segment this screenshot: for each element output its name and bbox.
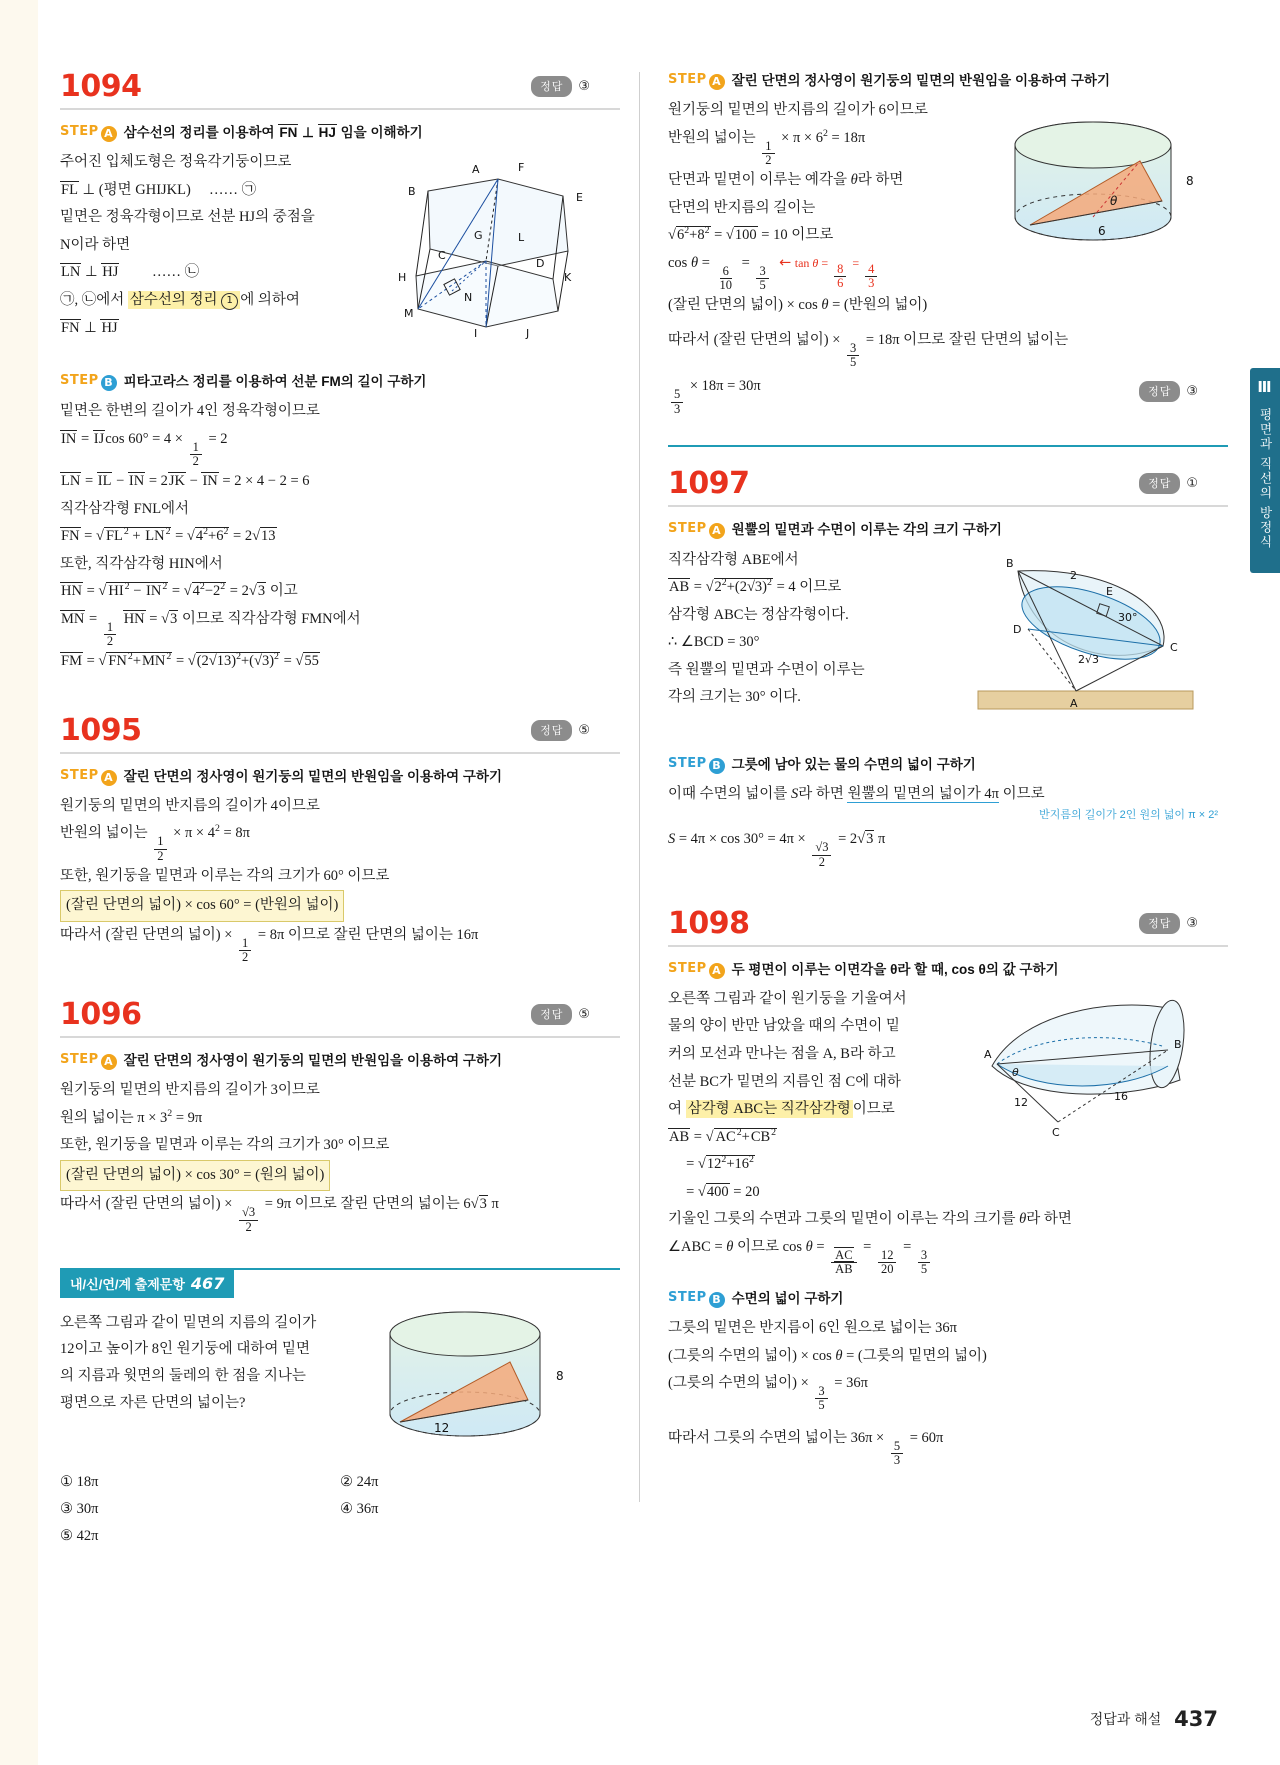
step-tag: STEP A [668, 961, 725, 979]
text-line: AB = $√2^2+(2√3)^2 = 4$ 이므로 [669, 577, 842, 596]
text-line: 단면의 반지름의 길이는 [668, 199, 816, 216]
svg-text:E: E [1106, 584, 1113, 598]
problem-1097-body [668, 547, 1228, 742]
text-line: 삼각형 ABC는 정삼각형이다. [668, 606, 849, 623]
svg-text:θ: θ [1110, 194, 1118, 209]
svg-text:D: D [1013, 622, 1022, 636]
svg-text:16: 16 [1114, 1089, 1128, 1103]
text-line: 그릇의 밑면은 반지름이 6인 원으로 넓이는 36π [668, 1320, 957, 1337]
problem-1098-step-a [668, 961, 1228, 979]
problem-1096-answer [531, 1004, 590, 1025]
problem-top-body [668, 97, 1228, 327]
answer-value: ⑤ [578, 722, 590, 738]
text-line: 따라서 (잘린 단면의 넓이) × $\frac{√3}{2}$ = 9π 이므로 잘린 단면의 넓이는 6√3 π [60, 1196, 499, 1234]
right-column [668, 72, 1228, 1467]
problem-1098-answer [1139, 913, 1198, 934]
step-badge: A [101, 126, 117, 142]
text-line: 직각삼각형 ABE에서 [668, 551, 799, 568]
text-line: FM = √ $FN^2+MN^2 = √(2√13)^2+(√3)^2 = √55$ [61, 651, 319, 670]
answer-pill-label: 정답 [531, 76, 572, 97]
naesin-body [60, 1310, 620, 1460]
page-footer [1090, 1707, 1218, 1731]
svg-text:8: 8 [1186, 174, 1194, 189]
header-rule [60, 1036, 620, 1038]
problem-1097-text [668, 547, 968, 712]
svg-text:A: A [472, 163, 480, 177]
svg-text:B: B [408, 185, 416, 199]
text-line: 이때 수면의 넓이를 S라 하면 원뿔의 밑면의 넓이가 4π 이므로 [668, 785, 1045, 802]
step-title: 잘린 단면의 정사영이 원기둥의 밑면의 반원임을 이용하여 구하기 [123, 1053, 503, 1068]
text-line: LN ⊥ HJ …… ㉡ [61, 264, 200, 281]
column-divider [639, 72, 640, 1502]
text-line: 단면과 밑면이 이루는 예각을 θ라 하면 [668, 171, 904, 188]
problem-1096-number: 1096 [60, 997, 142, 1032]
figure-cone-1097 [958, 551, 1208, 731]
figure-label-diameter: 12 [434, 1420, 450, 1435]
svg-text:E: E [576, 191, 583, 205]
text-line: 기울인 그릇의 수면과 그릇의 밑면이 이루는 각의 크기를 θ라 하면 [668, 1211, 1072, 1228]
chapter-title: 평면과 직선의 방정식 [1258, 408, 1272, 550]
text-line: LN = IL − IN = 2JK − IN = 2 × 4 − 2 = 6 [61, 473, 310, 490]
text-line: (잘린 단면의 넓이) × cos 30° = (원의 넓이) [60, 1160, 620, 1192]
problem-1094-step-a [60, 124, 620, 142]
text-line: 즉 원뿔의 밑면과 수면이 이루는 [668, 661, 865, 678]
left-margin-strip [0, 0, 39, 1765]
header-rule [60, 108, 620, 110]
choice-item[interactable]: ① 18π [60, 1473, 99, 1490]
step-title: 원뿔의 밑면과 수면이 이루는 각의 크기 구하기 [731, 522, 1002, 538]
svg-text:C: C [1170, 640, 1178, 654]
answer-value: ① [1186, 476, 1198, 492]
text-line: (잘린 단면의 넓이) × cos 60° = (반원의 넓이) [60, 890, 620, 922]
problem-1094-answer [531, 76, 590, 97]
problem-1095-step-a [60, 768, 620, 786]
svg-text:θ: θ [1012, 1065, 1019, 1079]
text-line: ㉠, ㉡에서 삼수선의 정리 1 에 의하여 [60, 291, 300, 308]
naesin-number: 467 [190, 1273, 225, 1293]
figure-hexagonal-prism [368, 161, 618, 341]
text-line: ∠ABC = θ 이므로 cos θ = $\frac{AC}{AB}$ = $\frac{12}{20}$ = $\frac{3}{5}$ [668, 1234, 1228, 1276]
svg-text:A: A [984, 1047, 992, 1061]
text-line: cos θ = $\frac{6}{10}$ = $\frac{3}{5}$ ← tan θ = $\frac{8}{6}$ = $\frac{4}{3}$ [668, 250, 998, 292]
text-line: 물의 양이 반만 남았을 때의 수면이 밑 [668, 1018, 900, 1035]
problem-1096 [60, 997, 620, 1234]
svg-text:2: 2 [1070, 568, 1077, 582]
problem-1094-number: 1094 [60, 69, 142, 104]
problem-1098 [668, 905, 1228, 1467]
figure-label-height: 8 [556, 1368, 564, 1383]
problem-1098-text [668, 986, 968, 1206]
svg-text:K: K [564, 271, 572, 285]
text-line: 원기둥의 밑면의 반지름의 길이가 3이므로 [60, 1082, 320, 1099]
step-tag: STEP B [60, 373, 117, 391]
text-line: 반원의 넓이는 $\frac{1}{2}$ × $\pi \times 4^2 = 8\pi$ [60, 823, 250, 863]
text-line: = √400 = 20 [668, 1183, 760, 1200]
text-line: 의 지름과 윗면의 둘레의 한 점을 지나는 [60, 1368, 306, 1385]
text-line: 따라서 (잘린 단면의 넓이) × $\frac{1}{2}$ = 8π 이므로 잘린 단면의 넓이는 16π [60, 926, 479, 964]
text-line: 오른쪽 그림과 같이 밑면의 지름의 길이가 [60, 1314, 317, 1331]
text-line: (그릇의 수면의 넓이) × cos θ = (그릇의 밑면의 넓이) [668, 1347, 987, 1364]
answer-value: ⑤ [578, 1007, 590, 1022]
step-title: 그릇에 남아 있는 물의 수면의 넓이 구하기 [731, 756, 976, 772]
step-tag: STEP A [668, 521, 725, 539]
naesin-text [60, 1310, 350, 1417]
choice-item[interactable]: ⑤ 42π [60, 1527, 99, 1544]
problem-1095-answer [531, 720, 590, 741]
text-line: 여 삼각형 ABC는 직각삼각형 이므로 [668, 1101, 895, 1118]
answer-pill-label: 정답 [531, 720, 572, 741]
text-line: ∴ ∠BCD = 30° [668, 634, 760, 651]
step-tag: STEP B [668, 1290, 725, 1308]
svg-text:F: F [518, 161, 525, 175]
step-badge: A [101, 770, 117, 786]
text-line: 원기둥의 밑면의 반지름의 길이가 6이므로 [668, 102, 928, 119]
problem-1094-body [60, 149, 620, 359]
header-rule [668, 505, 1228, 507]
callout-note: 반지름의 길이가 2인 원의 넓이 π × 2² [1039, 809, 1218, 822]
svg-text:B: B [1174, 1037, 1182, 1051]
text-line: 또한, 원기둥을 밑면과 이루는 각의 크기가 60° 이므로 [60, 867, 390, 884]
figure-cylinder-1096-top [990, 113, 1230, 273]
problem-1098-step-b [668, 1290, 1228, 1308]
svg-text:G: G [474, 229, 483, 243]
result-row [668, 373, 1228, 419]
text-line: 또한, 직각삼각형 HIN에서 [60, 555, 223, 572]
text-line: (그릇의 수면의 넓이) × $\frac{3}{5}$ = 36π [668, 1375, 868, 1413]
step-tag: STEP B [668, 756, 725, 774]
step-badge: B [709, 1292, 725, 1308]
svg-text:12: 12 [1014, 1095, 1028, 1109]
header-rule [60, 752, 620, 754]
step-title: 두 평면이 이루는 이면각을 θ라 할 때, cos θ의 값 구하기 [731, 961, 1059, 977]
step-title: 피타고라스 정리를 이용하여 선분 FM의 길이 구하기 [123, 374, 427, 390]
text-line: FN ⊥ HJ [61, 319, 118, 336]
text-line: 커의 모선과 만나는 점을 A, B라 하고 [668, 1045, 896, 1062]
problem-1094-header [60, 69, 620, 110]
step-tag: STEP A [60, 768, 117, 786]
problem-1097-answer [1139, 473, 1198, 494]
step-tag-row [668, 72, 1228, 90]
text-line: = $√12^2+16^2$ [668, 1154, 754, 1173]
answer-pill-label: 정답 [1139, 473, 1180, 494]
step-title: 잘린 단면의 정사영이 원기둥의 밑면의 반원임을 이용하여 구하기 [731, 73, 1111, 88]
text-line: 12이고 높이가 8인 원기둥에 대하여 밑면 [60, 1341, 310, 1358]
text-line: (잘린 단면의 넓이) × cos θ = (반원의 넓이) [668, 296, 928, 313]
problem-1096-continued [668, 72, 1228, 447]
problem-1094-text [60, 149, 380, 342]
step-badge: A [709, 523, 725, 539]
naesin-box [60, 1268, 620, 1555]
problem-1097-step-a [668, 521, 1228, 539]
problem-1096-header [60, 997, 620, 1038]
text-line: $√6^2+8^2 = √100 = 10$ 이므로 [668, 225, 834, 244]
svg-text:I: I [474, 327, 478, 341]
problem-1095 [60, 712, 620, 964]
text-line: S = 4π × cos 30° = 4π × $\frac{√3}{2}$ = 2√3 π [668, 831, 886, 869]
text-line: HN = √ $HI^2 - IN^2 = √4^2-2^2 = 2√3$ 이고 [61, 581, 298, 600]
problem-1097 [668, 466, 1228, 869]
step-title: 잘린 단면의 정사영이 원기둥의 밑면의 반원임을 이용하여 구하기 [123, 768, 503, 784]
text-line: 오른쪽 그림과 같이 원기둥을 기울여서 [668, 990, 907, 1007]
problem-1098-body [668, 986, 1228, 1206]
chapter-roman: Ⅲ [1257, 378, 1273, 396]
svg-text:C: C [438, 249, 446, 263]
chapter-side-tab [1250, 368, 1280, 573]
text-line: 따라서 (잘린 단면의 넓이) × $\frac{3}{5}$ = 18π 이므로 잘린 단면의 넓이는 [668, 332, 1069, 370]
step-badge: B [709, 758, 725, 774]
text-line: 반원의 넓이는 $\frac{1}{2}$ × $\pi \times 6^2 = 18\pi$ [668, 127, 866, 167]
text-line: 원의 넓이는 $\pi \times 3^2 = 9\pi$ [60, 1107, 203, 1126]
text-line: FL ⊥ (평면 GHIJKL) …… ㉠ [61, 181, 257, 198]
problem-1097-header [668, 466, 1228, 507]
answer-value: ③ [578, 79, 590, 94]
text-line: 각의 크기는 30° 이다. [668, 689, 801, 706]
text-line: $\frac{5}{3}$ × 18π = 30π [668, 373, 1228, 415]
text-line: FN = √ $FL^2 + LN^2 = √4^2+6^2 = 2√13$ [61, 526, 276, 545]
problem-1095-number: 1095 [60, 712, 142, 748]
step-badge: A [709, 74, 725, 90]
text-line: 직각삼각형 FNL에서 [60, 500, 190, 517]
text-line: 선분 BC가 밑면의 지름인 점 C에 대하 [668, 1073, 901, 1090]
problem-1095-header [60, 712, 620, 754]
choice-item[interactable]: ③ 30π [60, 1500, 99, 1517]
footer-label: 정답과 해설 [1089, 1711, 1162, 1727]
step-badge: B [101, 375, 117, 391]
problem-1096-step-a [60, 1052, 620, 1070]
svg-text:A: A [1070, 696, 1078, 710]
left-column [60, 69, 620, 1555]
naesin-choices [60, 1474, 620, 1555]
answer-pill-label: 정답 [1139, 381, 1180, 402]
naesin-label: 내/신/연/계 출제문항 [70, 1276, 185, 1292]
answer-value: ③ [1186, 915, 1198, 931]
svg-text:30°: 30° [1118, 610, 1138, 624]
svg-text:M: M [404, 307, 414, 321]
naesin-header [60, 1270, 234, 1298]
answer-pill-label: 정답 [1139, 913, 1180, 934]
svg-text:D: D [536, 257, 545, 271]
text-line: IN = IJcos 60° = 4 × $\frac{1}{2}$ = 2 [61, 430, 228, 469]
text-line: AB = √ $AC^2+CB^2$ [669, 1126, 777, 1145]
text-line: MN = $\frac{1}{2}$ HN = √3 이므로 직각삼각형 FMN에서 [61, 610, 361, 649]
page-number: 437 [1174, 1707, 1218, 1731]
problem-1098-header [668, 905, 1228, 947]
svg-text:2√3: 2√3 [1078, 652, 1100, 666]
step-tag: STEP A [668, 72, 725, 90]
figure-cylinder-naesin [360, 1304, 600, 1464]
text-line: 또한, 원기둥을 밑면과 이루는 각의 크기가 30° 이므로 [60, 1137, 390, 1154]
figure-tilted-cylinder-1098 [962, 994, 1212, 1164]
choice-item[interactable]: ④ 36π [340, 1500, 379, 1517]
text-line: 따라서 그릇의 수면의 넓이는 36π × $\frac{5}{3}$ = 60π [668, 1429, 944, 1467]
text-line: 평면으로 자른 단면의 넓이는? [60, 1395, 246, 1412]
problem-1097-number: 1097 [668, 466, 750, 502]
answer-value: ③ [1186, 384, 1198, 400]
problem-1097-step-b [668, 756, 1228, 774]
svg-text:H: H [398, 271, 407, 285]
svg-text:J: J [526, 327, 530, 341]
svg-text:6: 6 [1098, 224, 1106, 239]
text-line: 밑면은 정육각형이므로 선분 HJ의 중점을 [60, 209, 315, 226]
step-title: 수면의 넓이 구하기 [731, 1291, 844, 1306]
step-tag: STEP A [60, 124, 117, 142]
answer-pill-label: 정답 [531, 1004, 572, 1025]
step-badge: A [709, 963, 725, 979]
problem-1098-number: 1098 [668, 905, 750, 941]
step-badge: A [101, 1054, 117, 1070]
choice-item[interactable]: ② 24π [340, 1473, 379, 1490]
problem-top-text [668, 97, 998, 319]
svg-text:L: L [518, 231, 525, 245]
text-line: 밑면은 한변의 길이가 4인 정육각형이므로 [60, 403, 320, 420]
text-line: N이라 하면 [60, 236, 131, 253]
header-rule [668, 945, 1228, 947]
text-line: 원기둥의 밑면의 반지름의 길이가 4이므로 [60, 797, 320, 814]
svg-text:C: C [1052, 1125, 1060, 1139]
text-line: 주어진 입체도형은 정육각기둥이므로 [60, 154, 292, 171]
svg-text:B: B [1006, 556, 1014, 570]
step-tag: STEP A [60, 1052, 117, 1070]
step-title: 삼수선의 정리를 이용하여 FN ⊥ HJ 임을 이해하기 [123, 125, 423, 140]
inline-answer [1139, 381, 1198, 402]
svg-text:N: N [464, 291, 473, 305]
problem-1094 [60, 69, 620, 676]
problem-1094-step-b [60, 373, 620, 391]
section-rule [668, 445, 1228, 447]
